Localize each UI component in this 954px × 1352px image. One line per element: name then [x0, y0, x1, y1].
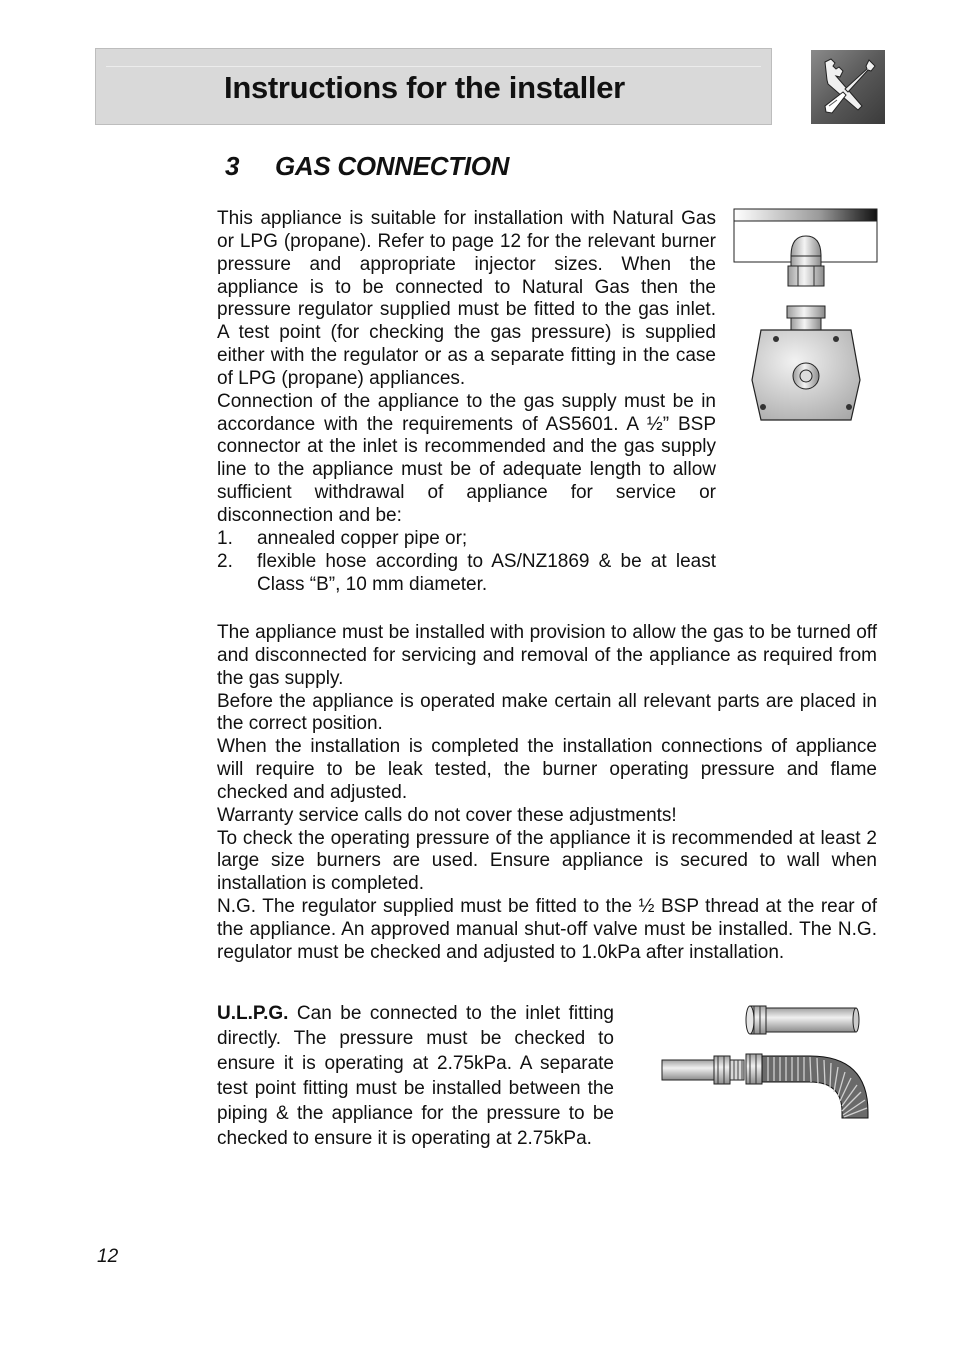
- pipe-options-list: [217, 528, 716, 597]
- section-title: GAS CONNECTION: [275, 151, 510, 181]
- installation-notes: [217, 622, 877, 965]
- ulpg-paragraph: [217, 1001, 614, 1151]
- leak-test-paragraph: When the installation is completed the installation connections of appliance will require to be leak tested, the burner operating pressure and flame checked and adjusted.: [217, 736, 877, 803]
- intro-paragraph: This appliance is suitable for installation with Natural Gas or LPG (propane). Refer to page 12 for the relevant burner pressure and appropriate injector sizes. When the appliance is to be connected to Natural Gas then the pressure regulator supplied must be fitted to the gas inlet. A test point (for checking the gas pressure) is supplied either with the regulator or as a separate fitting in the case of LPG (propane) appliances.: [217, 208, 716, 389]
- pressure-check-paragraph: To check the operating pressure of the appliance it is recommended at least 2 large size burners are used. Ensure appliance is secured to wall when installation is completed.: [217, 827, 877, 895]
- hose-pipe-illustration: [660, 1000, 872, 1122]
- connection-paragraph: Connection of the appliance to the gas supply must be in accordance with the requirements of AS5601. A ½” BSP connector at the inlet is recommended and the gas supply line to the appliance must be of adequate length to allow sufficient withdrawal of appliance for service or disconnection and be:: [217, 390, 716, 526]
- shutoff-paragraph: The appliance must be installed with provision to allow the gas to be turned off and disconnected for servicing and removal of the appliance as required from the gas supply.: [217, 622, 877, 689]
- regulator-illustration: [733, 208, 879, 423]
- list-item-text: flexible hose according to AS/NZ1869 & be at least Class “B”, 10 mm diameter.: [257, 550, 716, 595]
- ng-regulator-paragraph: N.G. The regulator supplied must be fitted to the ½ BSP thread at the rear of the appliance. An approved manual shut-off valve must be installed. The N.G. regulator must be checked and adjusted to 1.0kPa after installation.: [217, 896, 877, 963]
- ulpg-label: U.L.P.G.: [217, 1003, 289, 1024]
- list-item-number: 2.: [217, 550, 233, 572]
- list-item-text: annealed copper pipe or;: [257, 527, 468, 549]
- section-number: 3: [225, 151, 240, 181]
- ulpg-section: [217, 1001, 614, 1151]
- list-item: [217, 528, 716, 551]
- page-title: Instructions for the installer: [224, 70, 625, 105]
- tools-icon: [811, 50, 885, 124]
- list-item: [217, 551, 716, 597]
- section-heading: [225, 151, 509, 182]
- header-divider: [106, 66, 761, 67]
- list-item-number: 1.: [217, 527, 233, 549]
- header-bar: [95, 48, 772, 125]
- parts-paragraph: Before the appliance is operated make certain all relevant parts are placed in the correct position.: [217, 690, 877, 735]
- ulpg-text: Can be connected to the inlet fitting directly. The pressure must be checked to ensure it is operating at 2.75kPa. A separate test point fitting must be installed between the piping & the appliance for the pressure to be checked to ensure it is operating at 2.75kPa.: [217, 1003, 614, 1149]
- warranty-paragraph: Warranty service calls do not cover these adjustments!: [217, 804, 677, 826]
- page-number: 12: [97, 1246, 119, 1267]
- gas-connection-intro: [217, 208, 716, 596]
